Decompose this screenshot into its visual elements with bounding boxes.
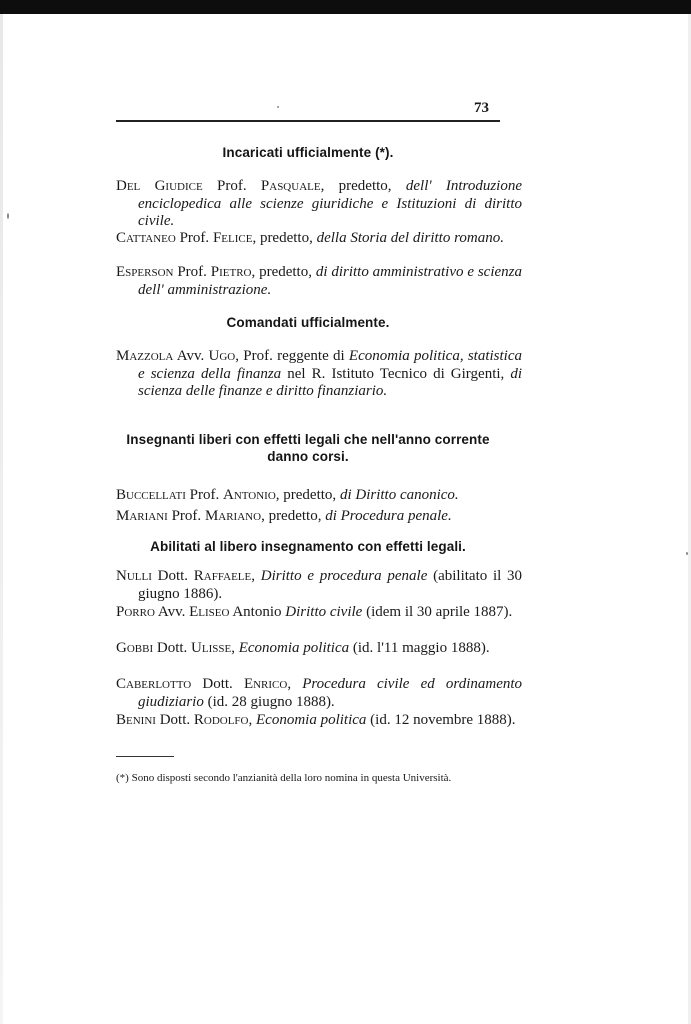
firstname: Felice [212,230,253,246]
list-item [116,712,522,730]
list-item [116,348,522,401]
footnote-rule [116,756,174,757]
list-item [116,264,522,299]
section-heading-incaricati: Incaricati ufficialmente (*). [222,145,394,160]
surname: Caberlotto [116,676,192,692]
heading-line: Insegnanti liberi con effetti legali che nell'anno corrente [126,432,490,447]
title: Dott. [157,568,189,584]
list-item [116,178,522,231]
course-name: Economia politica [256,712,367,728]
entry-text: , predetto, [252,230,317,246]
firstname: Enrico [243,676,288,692]
list-item [116,640,522,658]
page-number: 73 [474,100,489,116]
entry-text: , predetto, [275,487,340,503]
title: Prof. [189,487,220,503]
course-name: Economia politica [238,640,350,656]
title: Prof. [179,230,210,246]
entry-text: (idem il 30 aprile 1887). [362,604,513,620]
section-heading-insegnanti [116,432,500,464]
section-heading-comandati: Comandati ufficialmente. [226,315,390,330]
entry-text: (id. 28 giugno 1888). [203,693,335,710]
firstname: Pasquale [260,178,321,194]
entry-text: (id. l'11 maggio 1888). [349,640,490,656]
entry-text: , [248,712,256,728]
list-item [116,230,522,248]
surname: Mariani [116,508,168,524]
surname: Nulli [116,568,152,584]
course-name: di Procedura penale. [325,508,452,524]
surname: Buccellati [116,487,186,503]
title: Dott. [159,712,191,728]
firstname: Ugo [208,348,236,364]
firstname: Raffaele [193,568,252,584]
entry-text: , [251,568,261,584]
course-name: Economia politica, statistica e scienza della finanza [138,348,522,382]
list-item [116,508,522,526]
entry-text: (abilitato il 30 giugno 1886). [138,568,523,602]
firstname: Mariano [204,508,262,524]
entry-text: , [287,676,303,692]
course-name: Diritto e procedura penale [260,568,428,584]
firstname: Antonio [222,487,276,503]
scan-left-edge [0,14,3,1024]
surname: Del Giudice [116,178,203,194]
firstname: Pietro [210,264,252,280]
title: Avv. [176,348,205,364]
heading-line: danno corsi. [267,449,349,464]
entry-text: (id. 12 novembre 1888). [366,712,516,728]
surname: Cattaneo [116,230,176,246]
title: Prof. [217,178,247,194]
course-name: della Storia del diritto romano. [316,230,504,246]
course-name: Diritto civile [285,604,363,620]
paper-speck [686,552,688,555]
entry-text: Antonio [229,604,286,620]
entry-text: , predetto, [251,264,316,280]
title: Dott. [202,676,233,692]
title: Dott. [156,640,188,656]
course-name: Procedura civile ed ordinamento giudiziario [138,676,523,710]
title: Prof. [171,508,202,524]
entry-text: nel R. Istituto Tecnico di Girgenti, [281,365,511,382]
paper-speck [277,106,279,108]
entry-text: , predetto, [261,508,326,524]
title: Avv. [157,604,186,620]
list-item [116,487,522,505]
paper-speck [7,213,9,219]
entry-text: , predetto, [320,178,406,194]
surname: Mazzola [116,348,174,364]
surname: Esperson [116,264,174,280]
course-name: di scienza delle finanze e diritto finanziario. [138,365,523,399]
surname: Porro [116,604,155,620]
firstname: Ulisse [191,640,232,656]
scan-top-border [0,0,691,14]
firstname: Rodolfo [193,712,249,728]
footnote: (*) Sono disposti secondo l'anzianità della loro nomina in questa Università. [116,772,452,784]
firstname: Eliseo [189,604,230,620]
header-rule [116,120,500,122]
section-heading-abilitati: Abilitati al libero insegnamento con effetti legali. [150,539,466,554]
course-name: di diritto amministrativo e scienza dell' amministrazione. [138,264,522,298]
list-item [116,604,522,622]
course-name: di Diritto canonico. [339,487,459,503]
list-item [116,676,522,711]
title: Prof. [177,264,207,280]
list-item [116,568,522,603]
entry-text: , Prof. reggente di [235,348,349,364]
entry-text: , [231,640,239,656]
course-name: dell' Introduzione enciclopedica alle scienze giuridiche e Istituzioni di diritto civile. [138,178,522,229]
surname: Benini [116,712,156,728]
surname: Gobbi [116,640,154,656]
